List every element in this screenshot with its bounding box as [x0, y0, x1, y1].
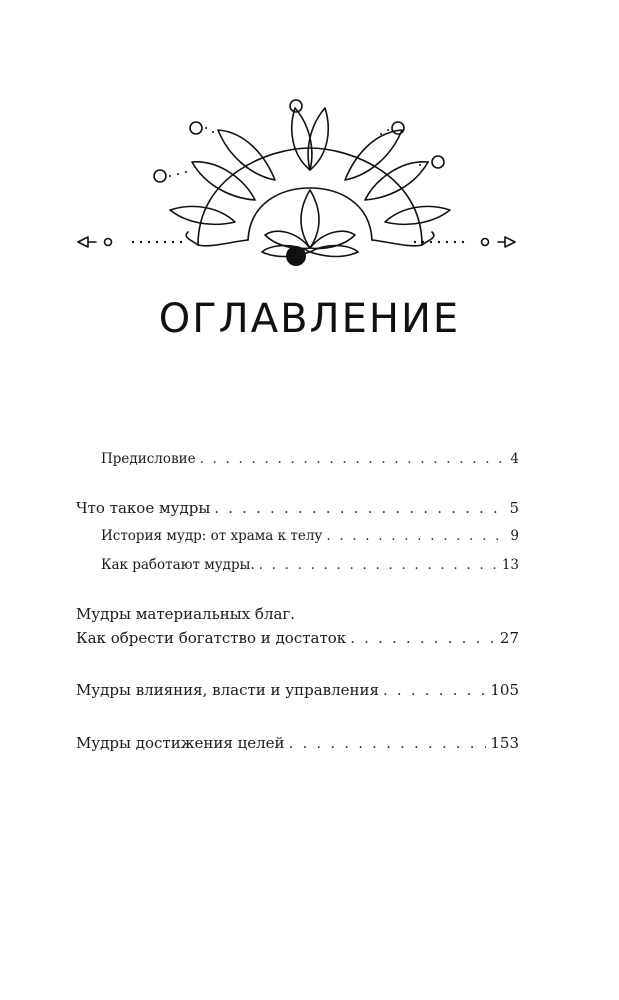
toc-entry-what-mudras[interactable] — [76, 498, 519, 518]
toc-entry-influence[interactable] — [76, 680, 519, 700]
toc-entry-label: Что такое мудры — [76, 499, 211, 517]
toc-entry-page: 153 — [490, 734, 519, 752]
toc-leader-dots — [214, 498, 505, 518]
toc-entry-label: Предисловие — [101, 451, 196, 467]
toc-entry-page: 13 — [501, 557, 519, 573]
toc-entry-material-line1: Мудры материальных благ. — [76, 605, 296, 623]
toc-leader-dots — [259, 555, 498, 575]
toc-entry-page: 105 — [490, 681, 519, 699]
toc-entry-label: Мудры влияния, власти и управления — [76, 681, 379, 699]
toc-leader-dots — [200, 449, 507, 469]
lotus-sun-ornament-icon — [70, 90, 550, 275]
toc-entry-history[interactable] — [101, 526, 519, 546]
toc-entry-preface[interactable] — [101, 449, 519, 469]
toc-entry-material[interactable] — [76, 628, 519, 648]
toc-entry-page: 27 — [499, 629, 519, 647]
toc-entry-page: 9 — [510, 528, 519, 544]
toc-entry-goals[interactable] — [76, 733, 519, 753]
toc-entry-label: Как обрести богатство и достаток — [76, 629, 347, 647]
toc-leader-dots — [326, 526, 506, 546]
toc-entry-label: Как работают мудры. — [101, 557, 255, 573]
toc-entry-label: История мудр: от храма к телу — [101, 528, 323, 544]
toc-entry-page: 4 — [510, 451, 519, 467]
page-title: ОГЛАВЛЕНИЕ — [158, 296, 461, 342]
toc-leader-dots — [383, 680, 486, 700]
toc-leader-dots — [289, 733, 487, 753]
toc-leader-dots — [350, 628, 496, 648]
toc-entry-how-work[interactable] — [101, 555, 519, 575]
toc-entry-page: 5 — [509, 499, 519, 517]
toc-entry-label: Мудры достижения целей — [76, 734, 285, 752]
